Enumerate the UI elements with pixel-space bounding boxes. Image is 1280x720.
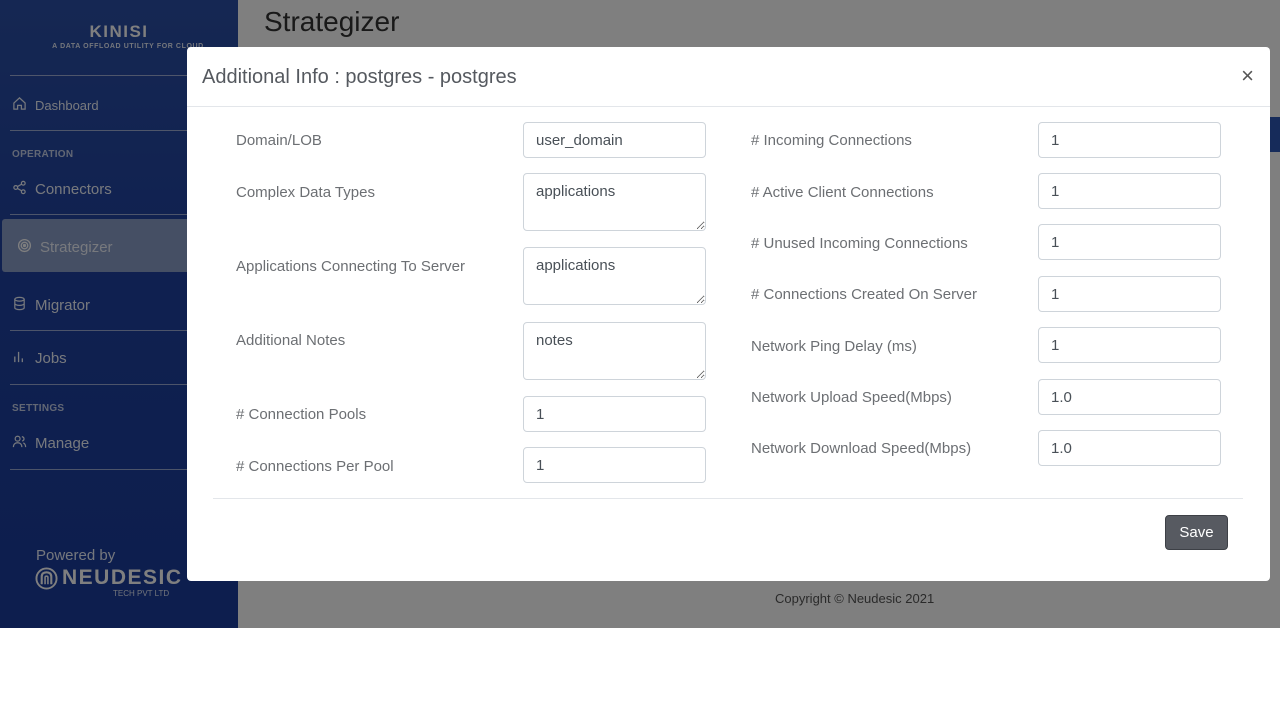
- download-speed-label: Network Download Speed(Mbps): [751, 440, 972, 457]
- unused-incoming-connections-label: # Unused Incoming Connections: [751, 235, 968, 252]
- modal-footer-divider: [213, 498, 1243, 499]
- applications-connecting-textarea[interactable]: [523, 247, 706, 305]
- connections-per-pool-label: # Connections Per Pool: [236, 458, 394, 475]
- connections-per-pool-input[interactable]: [523, 447, 706, 483]
- save-button[interactable]: Save: [1165, 515, 1228, 550]
- domain-lob-label: Domain/LOB: [236, 132, 322, 149]
- upload-speed-label: Network Upload Speed(Mbps): [751, 389, 952, 406]
- incoming-connections-input[interactable]: [1038, 122, 1221, 158]
- active-client-connections-label: # Active Client Connections: [751, 184, 934, 201]
- download-speed-input[interactable]: [1038, 430, 1221, 466]
- additional-info-modal: [187, 47, 1270, 581]
- close-icon[interactable]: ×: [1241, 63, 1254, 88]
- active-client-connections-input[interactable]: [1038, 173, 1221, 209]
- complex-data-types-textarea[interactable]: [523, 173, 706, 231]
- connections-created-label: # Connections Created On Server: [751, 286, 977, 303]
- ping-delay-input[interactable]: [1038, 327, 1221, 363]
- connection-pools-label: # Connection Pools: [236, 406, 367, 423]
- connections-created-input[interactable]: [1038, 276, 1221, 312]
- additional-notes-label: Additional Notes: [236, 332, 346, 349]
- domain-lob-input[interactable]: [523, 122, 706, 158]
- ping-delay-label: Network Ping Delay (ms): [751, 338, 917, 355]
- additional-notes-textarea[interactable]: [523, 322, 706, 380]
- unused-incoming-connections-input[interactable]: [1038, 224, 1221, 260]
- incoming-connections-label: # Incoming Connections: [751, 132, 912, 149]
- modal-header: [187, 47, 1270, 107]
- upload-speed-input[interactable]: [1038, 379, 1221, 415]
- connection-pools-input[interactable]: [523, 396, 706, 432]
- applications-connecting-label: Applications Connecting To Server: [236, 258, 466, 275]
- complex-data-types-label: Complex Data Types: [236, 184, 375, 201]
- modal-title: Additional Info : postgres - postgres: [202, 66, 517, 88]
